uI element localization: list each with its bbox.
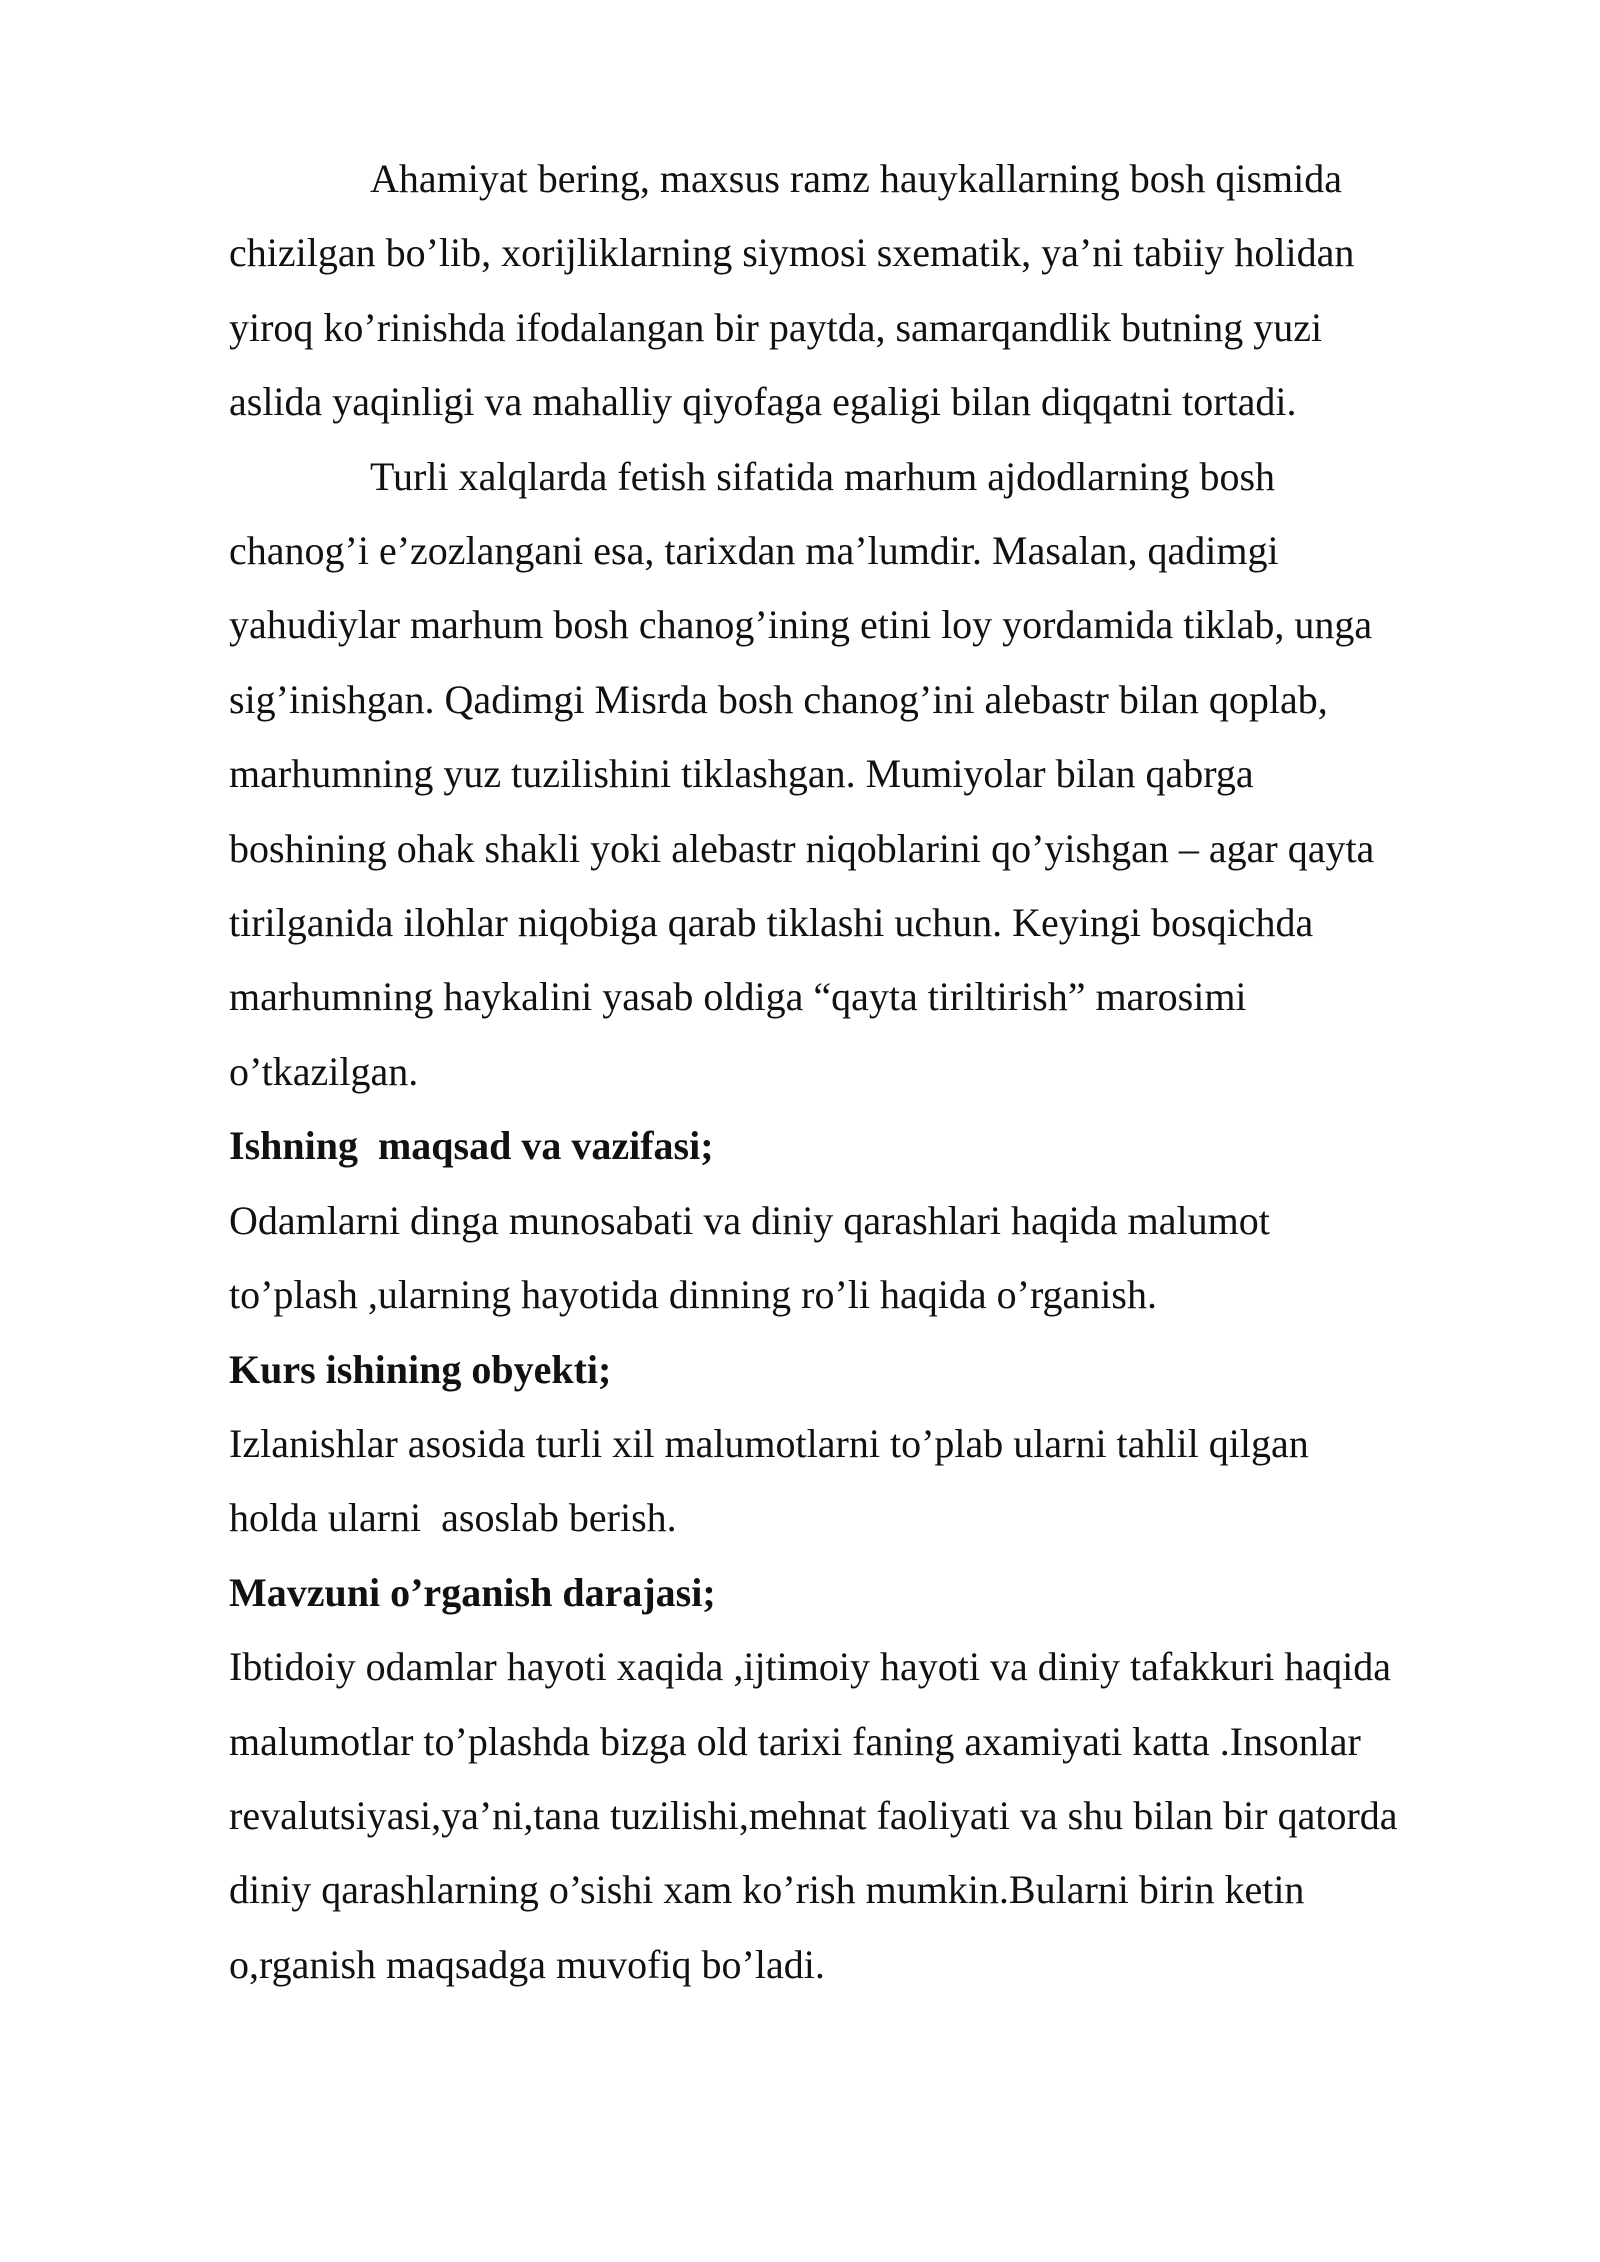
text-line: yiroq ko’rinishda ifodalangan bir paytda, samarqandlik butning yuzi [229,304,1323,350]
text-line: sig’inishgan. Qadimgi Misrda bosh chanog’ini alebastr bilan qoplab, [229,676,1328,722]
text-line: Izlanishlar asosida turli xil malumotlarni to’plab ularni tahlil qilgan [229,1420,1309,1466]
text-line: chanog’i e’zozlangani esa, tarixdan ma’lumdir. Masalan, qadimgi [229,528,1279,574]
paragraph-study-level [229,1630,1499,2002]
text-line: Odamlarni dinga munosabati va diniy qarashlari haqida malumot [229,1197,1270,1243]
text-line: Ahamiyat bering, maxsus ramz hauykallarning bosh qismida [370,156,1343,201]
text-line: marhumning yuz tuzilishini tiklashgan. Mumiyolar bilan qabrga [229,751,1254,797]
text-line: tirilganida ilohlar niqobiga qarab tiklashi uchun. Keyingi bosqichda [229,900,1314,946]
text-line: Turli xalqlarda fetish sifatida marhum ajdodlarning bosh [370,453,1276,499]
paragraph-work-goal [229,1184,1499,1333]
text-line: marhumning haykalini yasab oldiga “qayta tiriltirish” marosimi [229,974,1247,1020]
paragraph-course-object [229,1407,1499,1556]
text-line: holda ularni asoslab berish. [229,1495,677,1541]
heading-course-object: Kurs ishining obyekti; [229,1346,612,1392]
text-line: chizilgan bo’lib, xorijliklarning siymosi sxematik, ya’ni tabiiy holidan [229,230,1355,276]
paragraph-statue-description [229,142,1499,440]
text-line: malumotlar to’plashda bizga old tarixi faning axamiyati katta .Insonlar [229,1718,1361,1764]
text-line: o,rganish maqsadga muvofiq bo’ladi. [229,1941,825,1987]
text-line: diniy qarashlarning o’sishi xam ko’rish mumkin.Bularni birin ketin [229,1867,1305,1913]
text-line: Ibtidoiy odamlar hayoti xaqida ,ijtimoiy hayoti va diniy tafakkuri haqida [229,1644,1391,1690]
text-line: to’plash ,ularning hayotida dinning ro’li haqida o’rganish. [229,1272,1157,1318]
document-body [229,142,1499,2002]
heading-work-goal: Ishning maqsad va vazifasi; [229,1123,714,1169]
text-line: yahudiylar marhum bosh chanog’ining etini loy yordamida tiklab, unga [229,602,1373,648]
heading-study-level: Mavzuni o’rganish darajasi; [229,1569,716,1615]
text-line: o’tkazilgan. [229,1048,419,1094]
text-line: revalutsiyasi,ya’ni,tana tuzilishi,mehnat faoliyati va shu bilan bir qatorda [229,1792,1398,1838]
paragraph-fetish-history [229,440,1499,1110]
text-line: boshining ohak shakli yoki alebastr niqoblarini qo’yishgan – agar qayta [229,825,1375,871]
text-line: aslida yaqinligi va mahalliy qiyofaga egaligi bilan diqqatni tortadi. [229,379,1297,425]
